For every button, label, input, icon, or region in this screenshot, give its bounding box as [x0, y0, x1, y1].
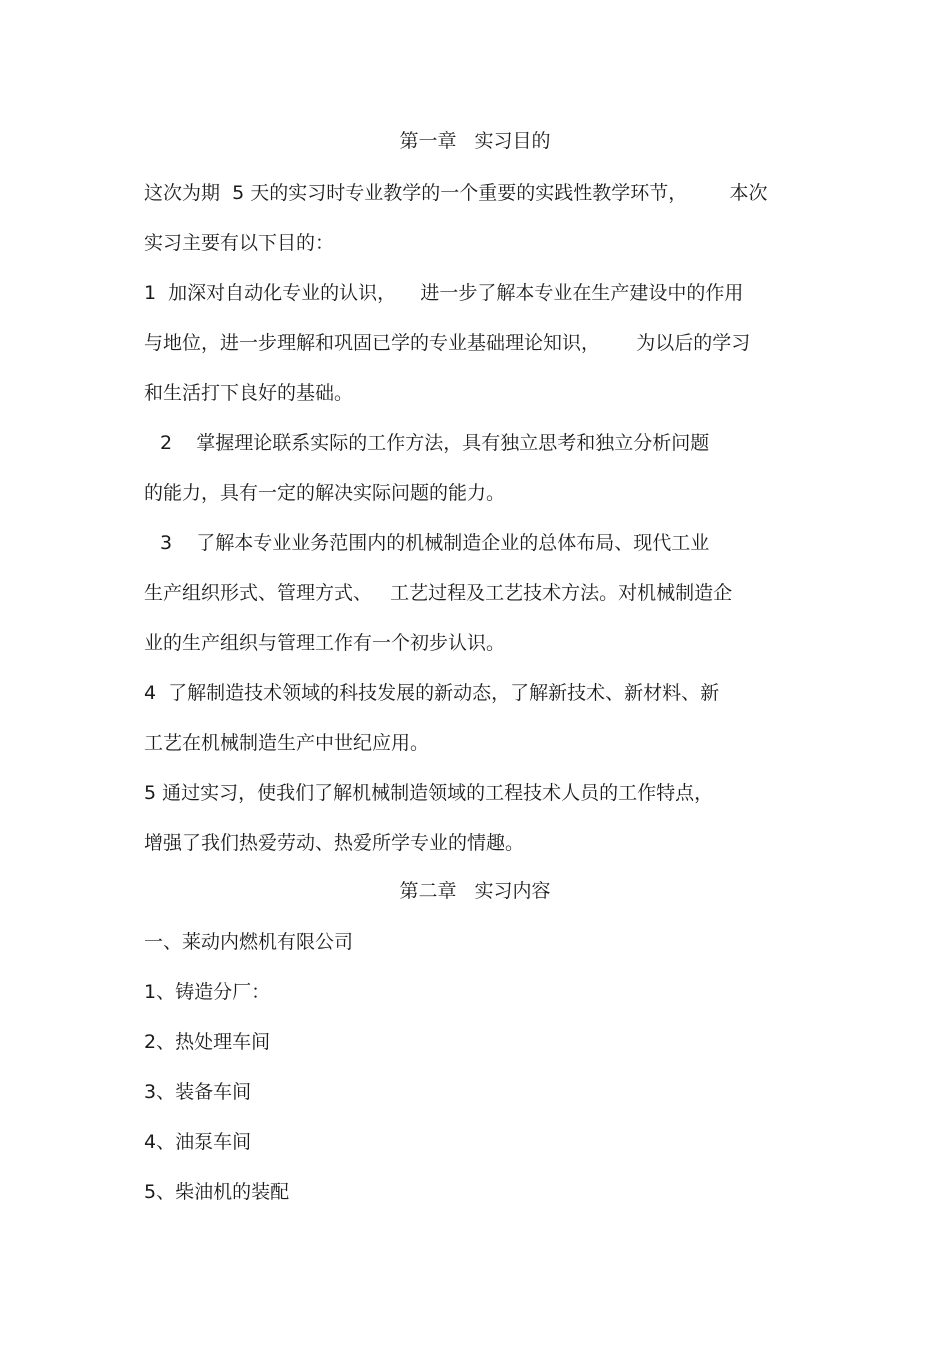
paragraph-line: 这次为期 5 天的实习时专业教学的一个重要的实践性教学环节， 本次 — [144, 182, 768, 204]
paragraph-line: 5 通过实习，使我们了解机械制造领域的工程技术人员的工作特点， — [144, 782, 714, 804]
chapter1-title: 第一章 实习目的 — [399, 130, 551, 152]
paragraph-line: 实习主要有以下目的： — [144, 232, 335, 254]
chapter2-title: 第二章 实习内容 — [399, 880, 551, 902]
paragraph-line: 2 掌握理论联系实际的工作方法，具有独立思考和独立分析问题 — [160, 432, 710, 454]
section-heading: 一、莱动内燃机有限公司 — [144, 931, 354, 953]
paragraph-line: 1 加深对自动化专业的认识， 进一步了解本专业在生产建设中的作用 — [144, 282, 744, 304]
list-item: 4、油泵车间 — [144, 1131, 252, 1153]
paragraph-line: 的能力，具有一定的解决实际问题的能力。 — [144, 482, 506, 504]
paragraph-line: 增强了我们热爱劳动、热爱所学专业的情趣。 — [144, 832, 525, 854]
paragraph-line: 与地位，进一步理解和巩固已学的专业基础理论知识， 为以后的学习 — [144, 332, 751, 354]
paragraph-line: 业的生产组织与管理工作有一个初步认识。 — [144, 632, 506, 654]
list-item: 2、热处理车间 — [144, 1031, 271, 1053]
paragraph-line: 3 了解本专业业务范围内的机械制造企业的总体布局、现代工业 — [160, 532, 710, 554]
list-item: 3、装备车间 — [144, 1081, 252, 1103]
paragraph-line: 工艺在机械制造生产中世纪应用。 — [144, 732, 430, 754]
paragraph-line: 4 了解制造技术领域的科技发展的新动态，了解新技术、新材料、新 — [144, 682, 720, 704]
paragraph-line: 生产组织形式、管理方式、 工艺过程及工艺技术方法。对机械制造企 — [144, 582, 733, 604]
paragraph-line: 和生活打下良好的基础。 — [144, 382, 354, 404]
list-item: 5、柴油机的装配 — [144, 1181, 290, 1203]
list-item: 1、铸造分厂： — [144, 981, 271, 1003]
